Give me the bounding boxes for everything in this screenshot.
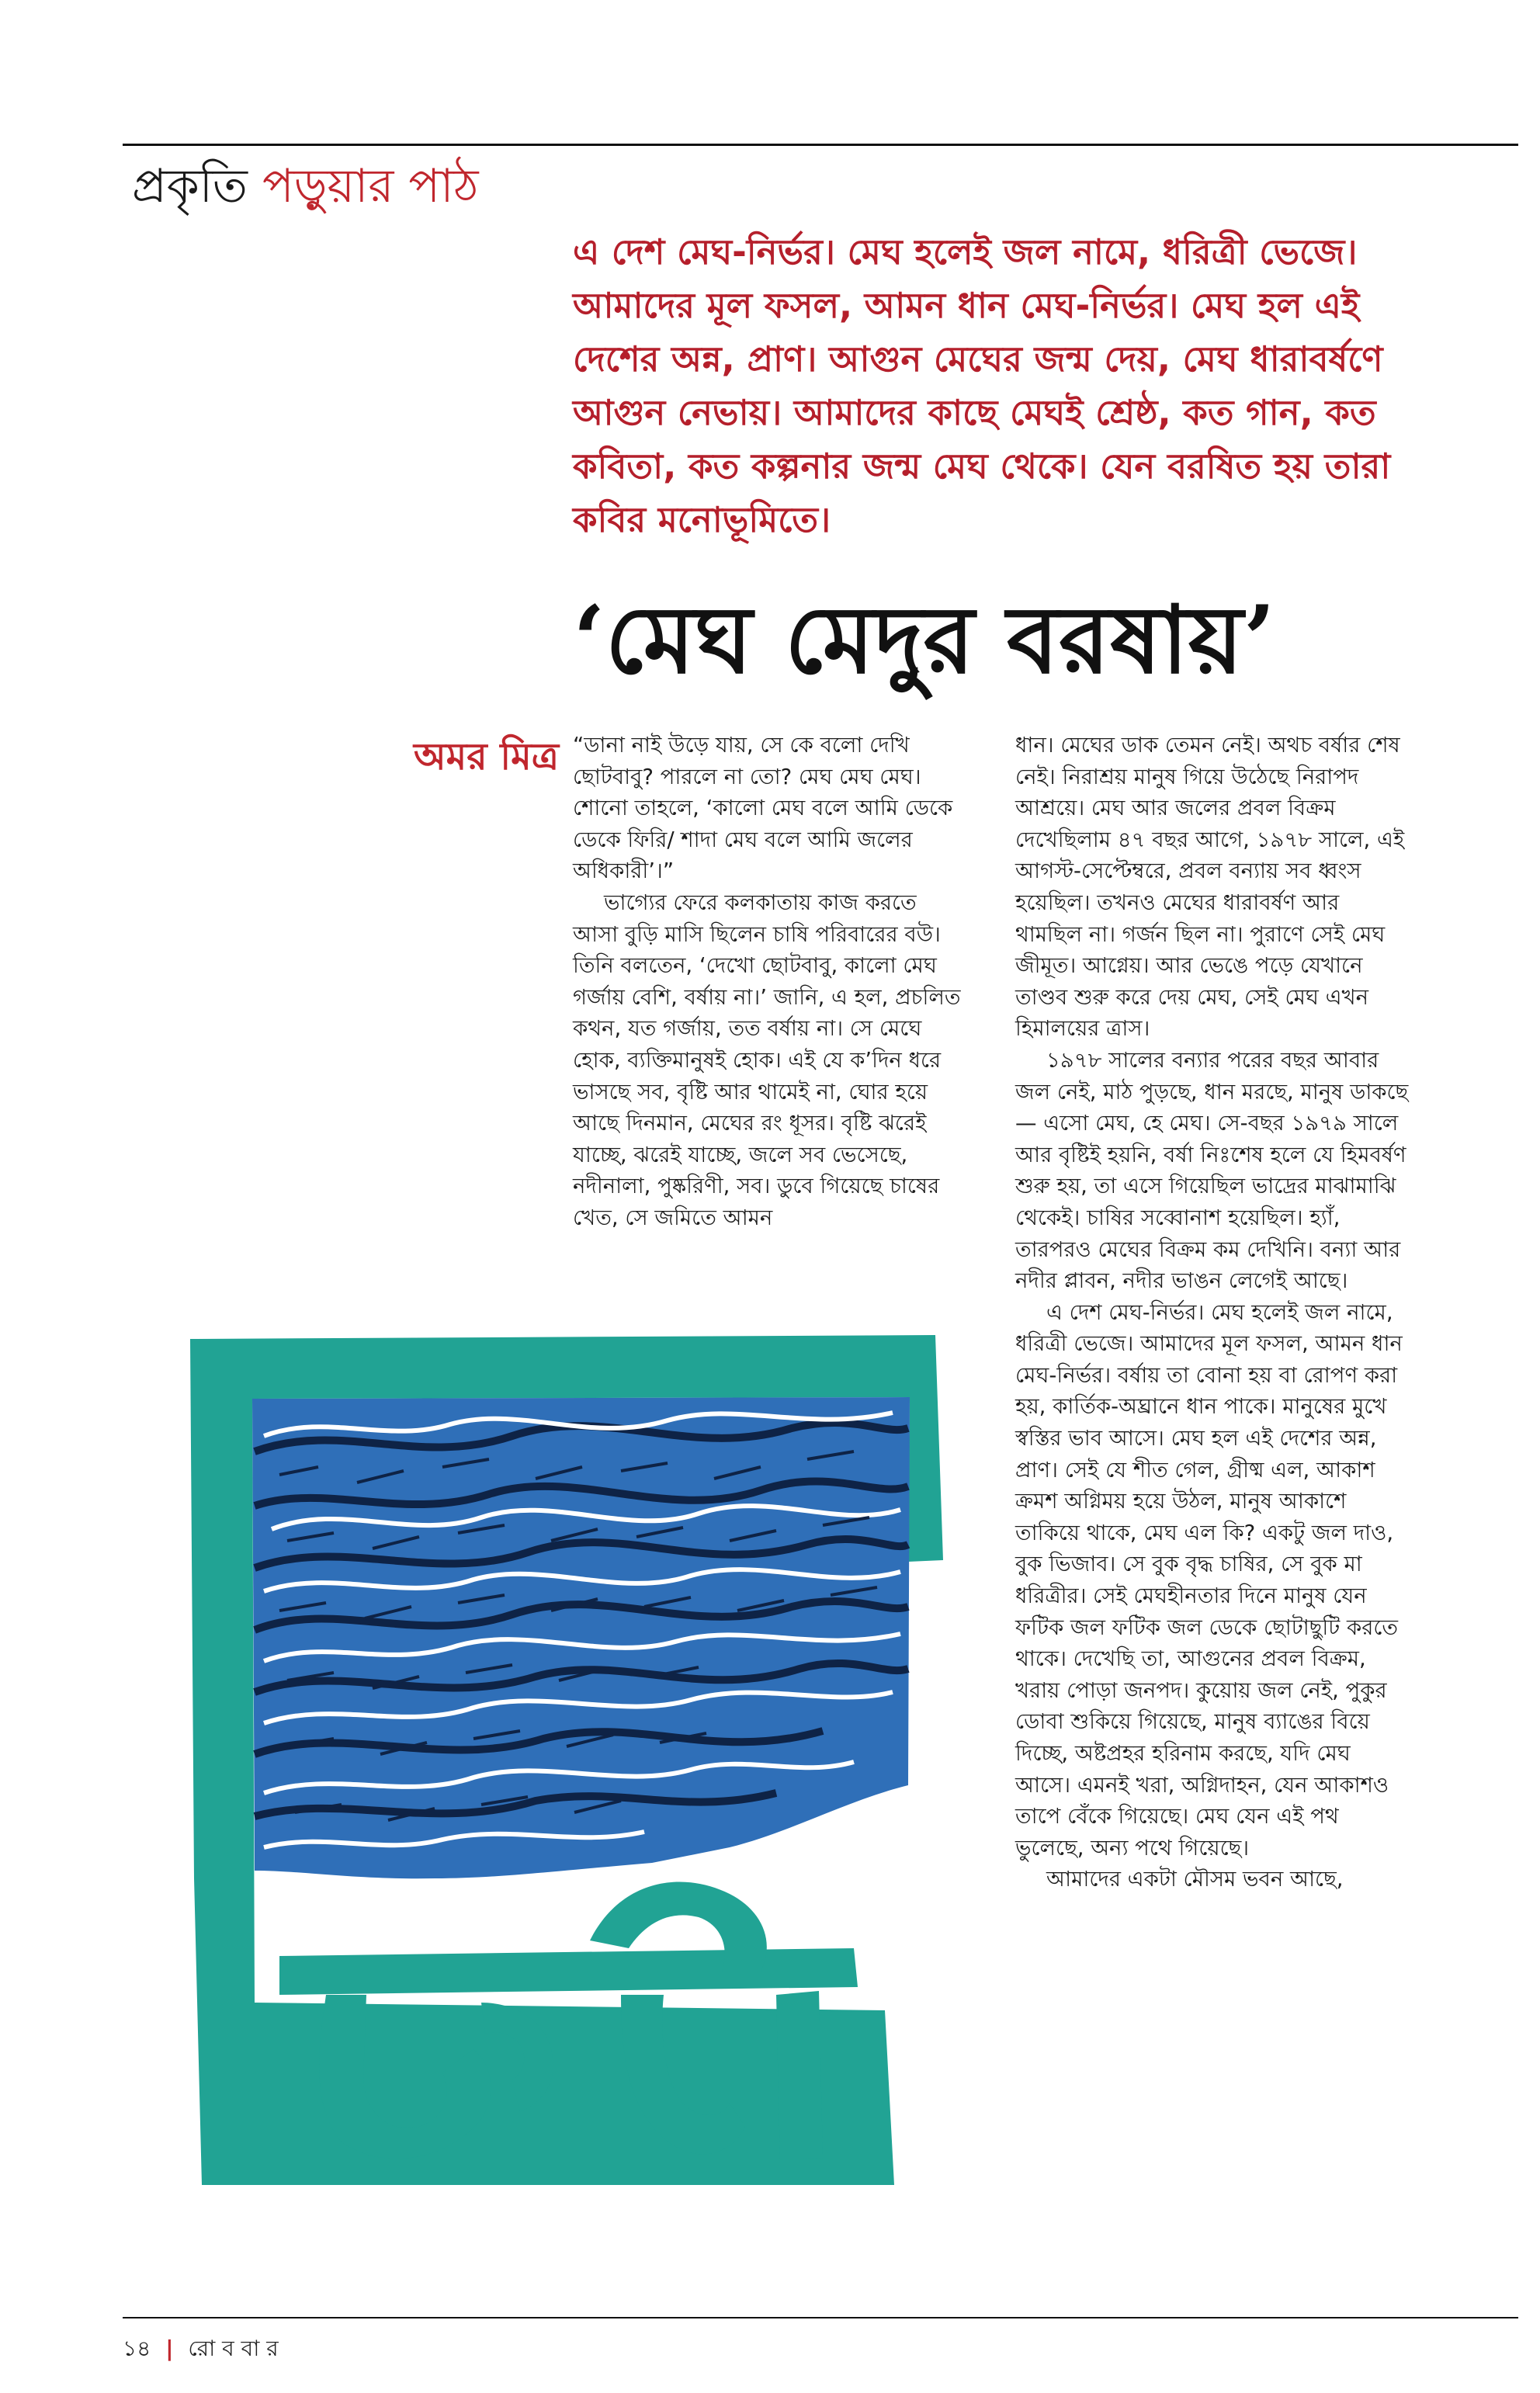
paragraph: এ দেশ মেঘ-নির্ভর। মেঘ হলেই জল নামে, ধরিত্রী ভেজে। আমাদের মূল ফসল, আমন ধান মেঘ-নির্ভর। বর্ষায় তা বোনা হয় বা রোপণ করা হয়, কার্তিক-অঘ্রানে ধান পাকে। মানুষের মুখে স্বস্তির ভাব আসে। মেঘ হল এই দেশের অন্ন, প্রাণ। সেই যে শীত গেল, গ্রীষ্ম এল, আকাশ ক্রমশ অগ্নিময় হয়ে উঠল, মানুষ আকাশে তাকিয়ে থাকে, মেঘ এল কি? একটু জল দাও, বুক ভিজাব। সে বুক বৃদ্ধ চাষির, সে বুক মা ধরিত্রীর। সেই মেঘহীনতার দিনে মানুষ যেন ফটিক জল ফটিক জল ডেকে ছোটাছুটি করতে থাকে। দেখেছি তা, আগুনের প্রবল বিক্রম, খরায় পোড়া জনপদ। কুয়োয় জল নেই, পুকুর ডোবা শুকিয়ে গিয়েছে, মানুষ ব্যাঙের বিয়ে দিচ্ছে, অষ্টপ্রহর হরিনাম করছে, যদি মেঘ আসে। এমনই খরা, অগ্নিদাহন, যেন আকাশও তাপে বেঁকে গিয়েছে। মেঘ যেন এই পথ ভুলেছে, অন্য পথে গিয়েছে। [1015, 1299, 1403, 1861]
author-byline: অমর মিত্র [414, 735, 559, 779]
footer-separator: | [165, 2336, 174, 2361]
sea-waves-illustration [186, 1335, 947, 2189]
article-column-1 [573, 730, 961, 1234]
paragraph: ১৯৭৮ সালের বন্যার পরের বছর আবার জল নেই, মাঠ পুড়ছে, ধান মরছে, মানুষ ডাকছে— এসো মেঘ, হে মেঘ। সে-বছর ১৯৭৯ সালে আর বৃষ্টিই হয়নি, বর্ষা নিঃশেষ হলে যে হিমবর্ষণ শুরু হয়, তা এসে গিয়েছিল ভাদ্রের মাঝামাঝি থেকেই। চাষির সব্বোনাশ হয়েছিল। হ্যাঁ, তারপরও মেঘের বিক্রম কম দেখিনি। বন্যা আর নদীর প্লাবন, নদীর ভাঙন লেগেই আছে। [1015, 1047, 1409, 1294]
article-column-2 [1015, 730, 1411, 1895]
top-rule [123, 144, 1518, 146]
paragraph: ধান। মেঘের ডাক তেমন নেই। অথচ বর্ষার শেষ নেই। নিরাশ্রয় মানুষ গিয়ে উঠেছে নিরাপদ আশ্রয়ে। মেঘ আর জলের প্রবল বিক্রম দেখেছিলাম ৪৭ বছর আগে, ১৯৭৮ সালে, এই আগস্ট-সেপ্টেম্বরে, প্রবল বন্যায় সব ধ্বংস হয়েছিল। তখনও মেঘের ধারাবর্ষণ আর থামছিল না। গর্জন ছিল না। পুরাণে সেই মেঘ জীমূত। আগ্নেয়। আর ভেঙে পড়ে যেখানে তাণ্ডব শুরু করে দেয় মেঘ, সেই মেঘ এখন হিমালয়ের ত্রাস। [1015, 733, 1405, 1042]
paragraph: “ডানা নাই উড়ে যায়, সে কে বলো দেখি ছোটবাবু? পারলে না তো? মেঘ মেঘ মেঘ। শোনো তাহলে, ‘কালো মেঘ বলে আমি ডেকে ডেকে ফিরি/ শাদা মেঘ বলে আমি জলের অধিকারী’।” [573, 733, 953, 884]
paragraph: আমাদের একটা মৌসম ভবন আছে, [1046, 1867, 1344, 1892]
section-label-prefix: প্রকৃতি [132, 159, 248, 213]
magazine-name: রো ব বা র [188, 2336, 279, 2361]
section-label [132, 155, 479, 217]
woodcut-artwork [186, 1335, 947, 2189]
section-label-title: পড়ুয়ার পাঠ [262, 159, 479, 213]
page-footer [123, 2335, 279, 2363]
bottom-rule [123, 2317, 1518, 2318]
paragraph: ভাগ্যের ফেরে কলকাতায় কাজ করতে আসা বুড়ি মাসি ছিলেন চাষি পরিবারের বউ। তিনি বলতেন, ‘দেখো ছোটবাবু, কালো মেঘ গর্জায় বেশি, বর্ষায় না।’ জানি, এ হল, প্রচলিত কথন, যত গর্জায়, তত বর্ষায় না। সে মেঘে হোক, ব্যক্তিমানুষই হোক। এই যে ক’দিন ধরে ভাসছে সব, বৃষ্টি আর থামেই না, ঘোর হয়ে আছে দিনমান, মেঘের রং ধূসর। বৃষ্টি ঝরেই যাচ্ছে, ঝরেই যাচ্ছে, জলে সব ভেসেছে, নদীনালা, পুষ্করিণী, সব। ডুবে গিয়েছে চাষের খেত, সে জমিতে আমন [573, 890, 961, 1230]
article-headline: ‘মেঘ মেদুর বরষায়’ [573, 585, 1276, 695]
intro-blurb: এ দেশ মেঘ-নির্ভর। মেঘ হলেই জল নামে, ধরিত্রী ভেজে। আমাদের মূল ফসল, আমন ধান মেঘ-নির্ভর। মেঘ হল এই দেশের অন্ন, প্রাণ। আগুন মেঘের জন্ম দেয়, মেঘ ধারাবর্ষণে আগুন নেভায়। আমাদের কাছে মেঘই শ্রেষ্ঠ, কত গান, কত কবিতা, কত কল্পনার জন্ম মেঘ থেকে। যেন বরষিত হয় তারা কবির মনোভূমিতে। [573, 231, 1391, 540]
page-number: ১৪ [123, 2336, 151, 2361]
